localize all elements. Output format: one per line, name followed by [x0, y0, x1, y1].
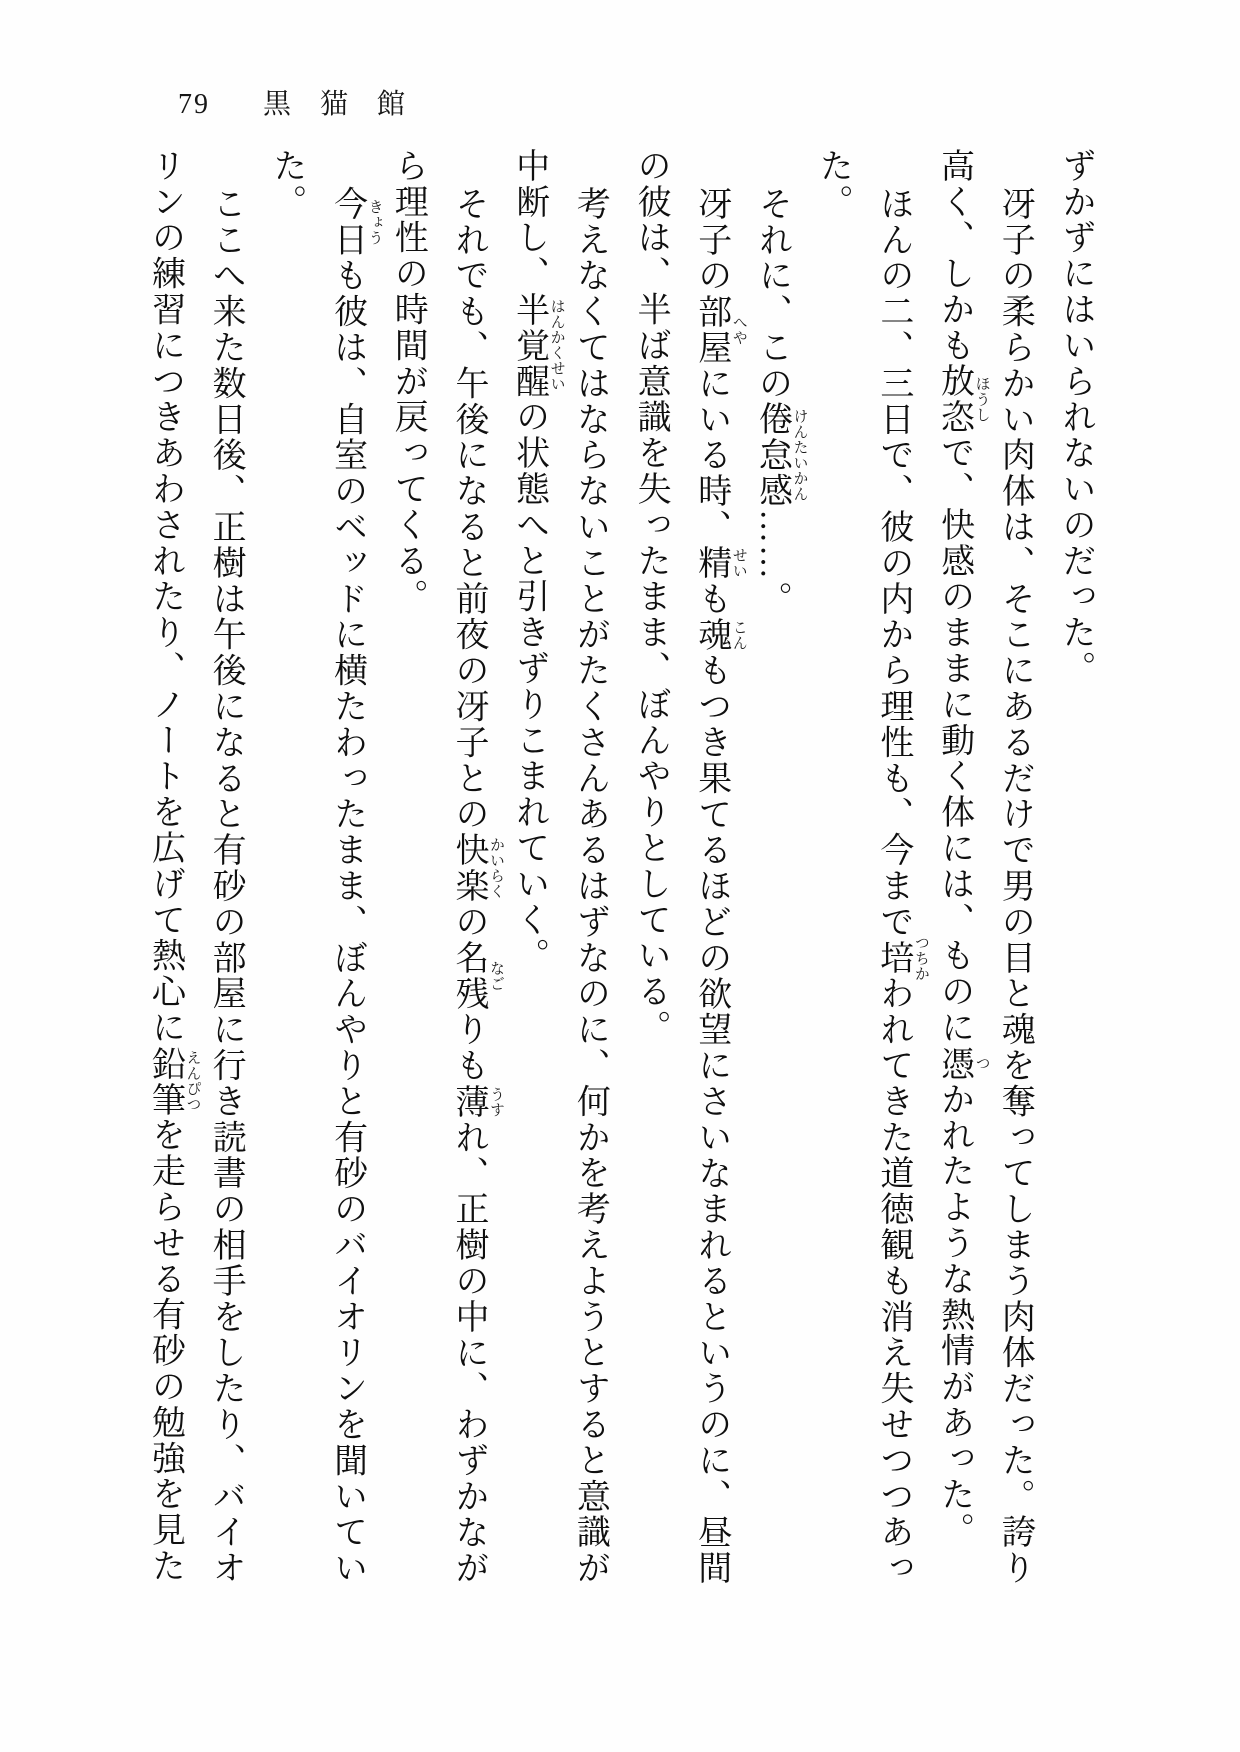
ruby-base: 快楽 かいらく	[449, 832, 504, 905]
ruby-base: 倦怠感 けんたいかん	[753, 401, 808, 510]
text-run: で、快感のままに動く体には、ものに	[935, 435, 973, 1046]
text-run: それに、この	[753, 186, 791, 402]
text-run: を走らせる有砂の勉強を見た	[146, 1117, 184, 1585]
ruby-base: 今日 きょう	[328, 186, 383, 258]
ruby-annotation: せい	[730, 547, 747, 579]
text-run: 冴子の柔らかい肉体は、そこにあるだけで男の目と魂を奪ってしまう肉体だった。誇り	[996, 186, 1034, 1587]
text-run: ら理性の時間が戻ってくる。	[389, 148, 427, 615]
text-run: ……。	[753, 509, 791, 617]
text-run: の	[449, 904, 487, 940]
text-column	[1044, 148, 1105, 1618]
text-column	[134, 148, 201, 1618]
text-column	[619, 148, 680, 1618]
text-run: リンの練習につきあわされたり、ノートを広げて熱心に	[146, 148, 184, 1046]
ruby-annotation: はんかくせい	[548, 298, 565, 392]
text-run: た。	[814, 148, 852, 220]
text-column	[255, 148, 316, 1618]
ruby-base: 半覚醒 はんかくせい	[510, 291, 565, 400]
ruby-annotation: かいらく	[487, 837, 504, 900]
text-run: の状態へと引きずりこまれていく。	[510, 399, 548, 974]
book-title: 黒猫館	[263, 89, 435, 120]
text-run: 考えなくてはならないことがたくさんあるはずなのに、何かを考えようとすると意識が	[571, 186, 609, 1587]
text-run: それでも、午後になると前夜の冴子との	[449, 186, 487, 833]
text-column	[437, 148, 504, 1618]
text-column	[923, 148, 990, 1618]
text-run: 中断し、	[510, 148, 548, 292]
text-run: かれたような熱情があった。	[935, 1081, 973, 1549]
text-column	[741, 148, 808, 1618]
text-run: 高く、しかも	[935, 148, 973, 364]
ruby-annotation: こん	[730, 619, 747, 651]
text-run: ここへ来た数日後、正樹は午後になると有砂の部屋に行き読書の相手をしたり、バイオ	[207, 186, 245, 1587]
ruby-base: 精 せい	[692, 545, 747, 581]
text-run: われてきた道徳観も消え失せつつあっ	[874, 975, 912, 1587]
text-column	[498, 148, 565, 1618]
text-run: りも	[449, 1011, 487, 1084]
ruby-annotation: ほうし	[973, 376, 990, 423]
text-run: の彼は、半ば意識を失ったまま、ぼんやりとしている。	[632, 148, 670, 1046]
ruby-annotation: つ	[973, 1055, 990, 1072]
text-run: れ、正樹の中に、わずかなが	[449, 1119, 487, 1587]
running-head	[178, 82, 434, 122]
text-run: も	[692, 580, 730, 617]
text-column	[559, 148, 620, 1618]
text-block	[134, 148, 1105, 1618]
text-run: ほんの二、三日で、彼の内から理性も、今まで	[874, 186, 912, 940]
ruby-annotation: うす	[487, 1086, 504, 1117]
text-column	[194, 148, 255, 1618]
ruby-annotation: えんぴつ	[184, 1050, 201, 1113]
ruby-base: 憑 つ	[935, 1045, 990, 1082]
text-run: 冴子の	[692, 186, 730, 294]
page-number: 79	[178, 89, 210, 120]
text-column	[984, 148, 1045, 1618]
text-column	[316, 148, 383, 1618]
ruby-base: 魂 こん	[692, 616, 747, 653]
ruby-annotation: つちか	[912, 934, 929, 982]
text-run: も彼は、自室のベッドに横たわったまま、ぼんやりと有砂のバイオリンを聞いてい	[328, 257, 366, 1587]
ruby-annotation: へや	[730, 314, 747, 346]
ruby-annotation: けんたいかん	[791, 408, 808, 502]
text-run: もつき果てるほどの欲望にさいなまれるというのに、昼間	[692, 652, 730, 1587]
text-column	[680, 148, 747, 1618]
ruby-base: 培 つちか	[874, 934, 929, 982]
ruby-base: 部屋 へや	[692, 293, 747, 366]
ruby-base: 鉛筆 えんぴつ	[146, 1045, 201, 1118]
ruby-base: 薄 うす	[449, 1083, 504, 1120]
text-run: た。	[267, 148, 305, 220]
text-run: にいる時、	[692, 365, 730, 546]
ruby-annotation: なご	[487, 960, 504, 992]
text-column	[862, 148, 929, 1618]
ruby-base: 名残 なご	[449, 939, 504, 1012]
text-column	[801, 148, 862, 1618]
text-column	[377, 148, 438, 1618]
ruby-annotation: きょう	[366, 198, 383, 246]
text-run: ずかずにはいられないのだった。	[1057, 148, 1094, 687]
ruby-base: 放恣 ほうし	[935, 363, 990, 436]
